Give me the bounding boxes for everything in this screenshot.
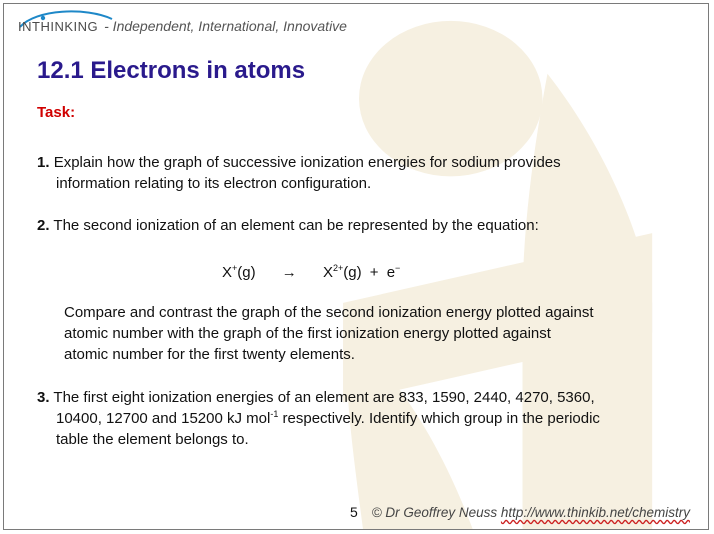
reaction-arrow: → [281, 264, 297, 281]
tagline: - Independent, International, Innovative [104, 18, 347, 34]
slide-title: 12.1 Electrons in atoms [37, 57, 306, 84]
slide [3, 3, 709, 530]
slide-footer [350, 504, 690, 520]
question-text-line: The first eight ionization energies of an element are 833, 1590, 2440, 4270, 5360, [53, 389, 595, 406]
page-number: 5 [350, 504, 358, 520]
question-3 [37, 387, 600, 450]
question-text-line: Compare and contrast the graph of the second ionization energy plotted against [64, 304, 594, 321]
question-text-line: information relating to its electron configuration. [56, 175, 372, 192]
copyright-text: © Dr Geoffrey Neuss http://www.thinkib.net/chemistry [371, 505, 690, 520]
question-number: 2. [37, 217, 50, 234]
question-number: 3. [37, 389, 50, 406]
website-link[interactable]: http://www.thinkib.net/chemistry [500, 505, 690, 520]
inthinking-logo [18, 19, 98, 34]
question-number: 1. [37, 154, 50, 171]
logo-text: INTHINKING [18, 18, 99, 34]
question-text-line: 10400, 12700 and 15200 kJ mol$^{-1}$ respectively. Identify which group in the periodic [56, 409, 600, 427]
question-text-line: atomic number with the graph of the first ionization energy plotted against [64, 325, 551, 342]
product-ion: $X^{2+}(g)$ [322, 263, 362, 281]
reactant-ion: X+(g) [222, 263, 256, 281]
slide-header [18, 18, 347, 34]
question-text-line: The second ionization of an element can be represented by the equation: [53, 217, 539, 234]
electron: e− [386, 263, 401, 281]
question-text-line: atomic number for the first twenty elements. [64, 346, 355, 363]
question-2-followup [64, 302, 594, 365]
question-text-line: table the element belongs to. [56, 431, 249, 448]
question-1 [37, 152, 561, 194]
question-text-line: Explain how the graph of successive ionization energies for sodium provides [53, 154, 561, 171]
plus-sign: + [369, 264, 379, 281]
question-2 [37, 215, 539, 236]
ionization-equation [222, 262, 400, 283]
task-label: Task: [37, 104, 76, 121]
